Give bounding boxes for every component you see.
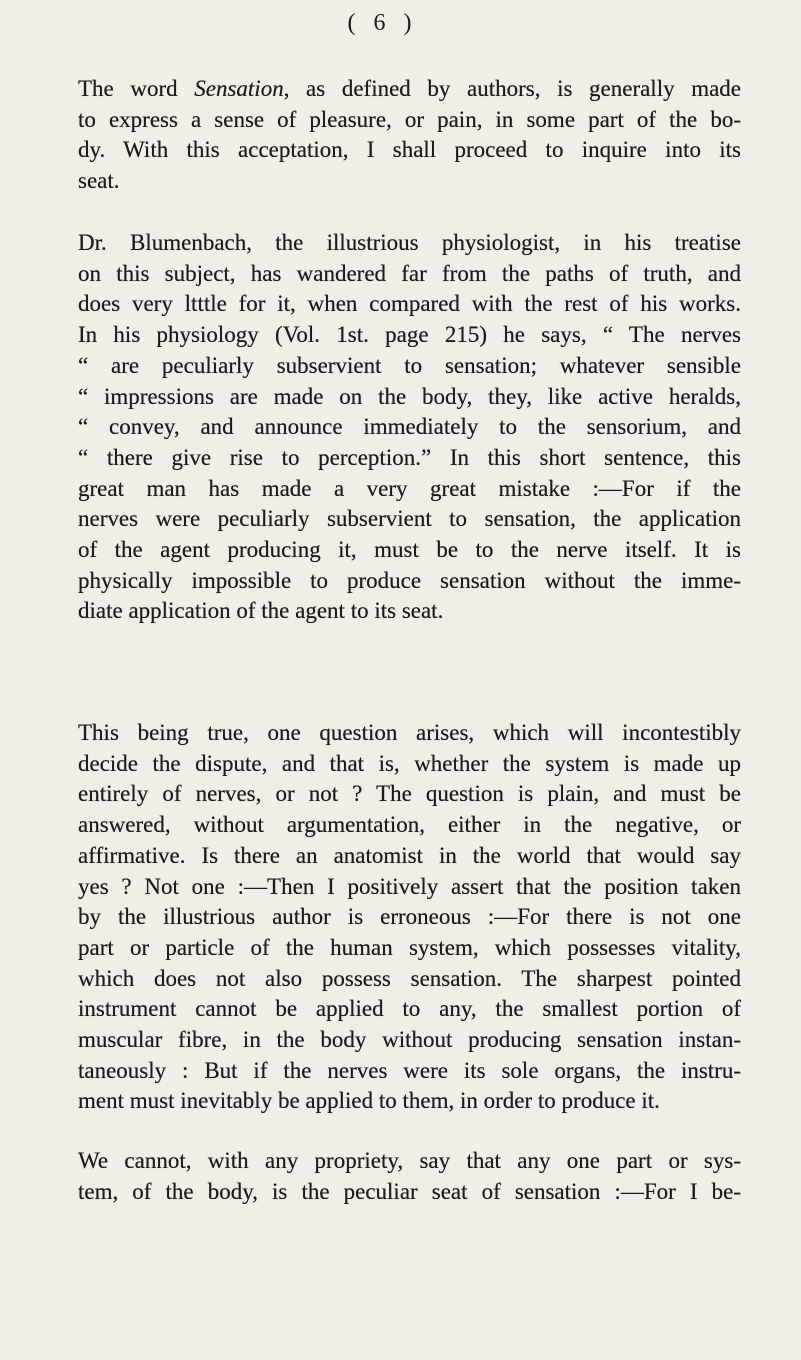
text-line: by the illustrious author is erroneous :—For there is not one: [78, 904, 741, 930]
text-line: tem, of the body, is the peculiar seat of sensation :—For I be-: [78, 1178, 741, 1204]
text-line: “ convey, and announce immediately to the sensorium, and: [78, 414, 741, 440]
text-line: We cannot, with any propriety, say that any one part or sys-: [78, 1148, 741, 1173]
text-line: part or particle of the human system, which possesses vitality,: [78, 934, 741, 960]
text-line: to express a sense of pleasure, or pain, in some part of the bo-: [78, 106, 741, 132]
paragraph-1: [78, 74, 741, 197]
text-line: diate application of the agent to its seat.: [78, 598, 444, 624]
text-line: The word Sensation, as defined by authors, is generally made: [78, 76, 742, 101]
text-line: This being true, one question arises, which will incontestibly: [78, 720, 741, 745]
text-line: Dr. Blumenbach, the illustrious physiologist, in his treatise: [78, 230, 741, 255]
text-line: affirmative. Is there an anatomist in the world that would say: [78, 842, 741, 868]
text-line: In his physiology (Vol. 1st. page 215) he says, “ The nerves: [78, 322, 741, 348]
text-line: “ impressions are made on the body, they, like active heralds,: [78, 383, 741, 409]
paragraph-3: [78, 718, 741, 1117]
paragraph-2: [78, 228, 741, 627]
text-line: ment must inevitably be applied to them, in order to produce it.: [78, 1088, 660, 1114]
text-line: muscular fibre, in the body without producing sensation instan-: [78, 1027, 741, 1053]
text-line: on this subject, has wandered far from the paths of truth, and: [78, 260, 741, 286]
text-line: does very ltttle for it, when compared with the rest of his works.: [78, 291, 741, 317]
text-line: nerves were peculiarly subservient to sensation, the application: [78, 506, 741, 532]
text-line: physically impossible to produce sensation without the imme-: [78, 567, 741, 593]
page-number: ( 6 ): [347, 10, 418, 36]
text-line: decide the dispute, and that is, whether the system is made up: [78, 750, 741, 776]
text-line: instrument cannot be applied to any, the smallest portion of: [78, 996, 741, 1022]
text-line: great man has made a very great mistake :—For if the: [78, 475, 741, 501]
text-line: seat.: [78, 168, 120, 194]
text-line: taneously : But if the nerves were its sole organs, the instru-: [78, 1057, 741, 1083]
paragraph-4: [78, 1146, 741, 1207]
text-line: answered, without argumentation, either in the negative, or: [78, 812, 741, 838]
text-line: which does not also possess sensation. The sharpest pointed: [78, 965, 741, 991]
text-line: of the agent producing it, must be to the nerve itself. It is: [78, 537, 741, 563]
italic-word-sensation: Sensation: [194, 76, 284, 101]
text-line: yes ? Not one :—Then I positively assert that the position taken: [78, 873, 741, 899]
text-line: “ are peculiarly subservient to sensation; whatever sensible: [78, 352, 741, 378]
text-line: “ there give rise to perception.” In this short sentence, this: [78, 444, 741, 470]
text-line: entirely of nerves, or not ? The question is plain, and must be: [78, 781, 741, 807]
text-line: dy. With this acceptation, I shall proceed to inquire into its: [78, 137, 741, 163]
